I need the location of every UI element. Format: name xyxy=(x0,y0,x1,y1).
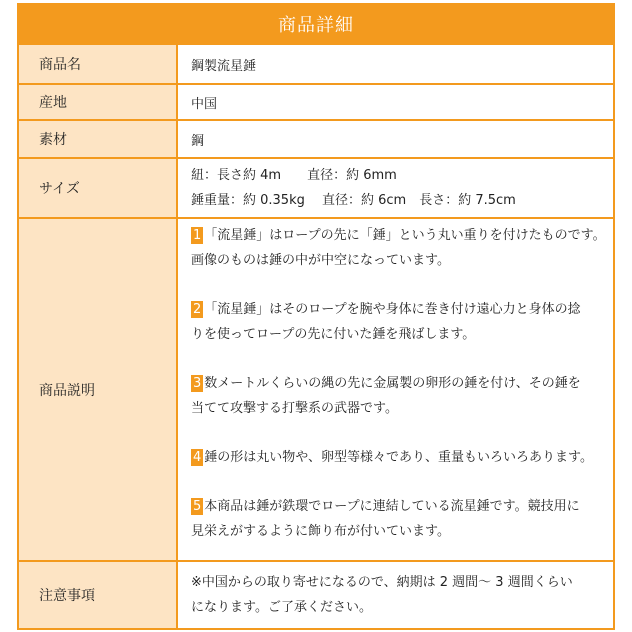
row-label: 素材 xyxy=(19,121,176,157)
description-item xyxy=(191,445,613,470)
description-content xyxy=(178,219,613,560)
description-item xyxy=(191,223,613,273)
description-text: 見栄えがするように飾り布が付いています。 xyxy=(191,524,450,539)
description-item xyxy=(191,494,613,544)
item-number-badge: 1 xyxy=(193,228,202,243)
product-details-table xyxy=(17,3,615,630)
description-text: 当てて攻撃する打撃系の武器です。 xyxy=(191,401,398,416)
row-value: 鋼 xyxy=(178,121,613,157)
description-text: 画像のものは錘の中が中空になっています。 xyxy=(191,253,450,268)
item-number-badge: 2 xyxy=(193,302,202,317)
row-description xyxy=(19,219,613,560)
row-label: 商品名 xyxy=(19,45,176,83)
description-text: 「流星錘」はそのロープを腕や身体に巻き付け遠心力と身体の捻 xyxy=(204,302,581,317)
row-product-name xyxy=(19,45,613,83)
description-text: 本商品は錘が鉄環でロープに連結している流星錘です。競技用に xyxy=(204,499,580,514)
size-line: 錘重量：約 0.35kg 直径：約 6cm 長さ：約 7.5cm xyxy=(191,193,516,208)
table-title: 商品詳細 xyxy=(278,15,354,36)
notes-text: になります。ご了承ください。 xyxy=(191,600,372,615)
item-number-badge: 4 xyxy=(193,450,202,465)
description-text: りを使ってロープの先に付いた錘を飛ばします。 xyxy=(191,327,476,342)
row-value: 鋼製流星錘 xyxy=(178,45,613,83)
row-material xyxy=(19,121,613,157)
notes-content xyxy=(178,562,613,628)
description-text: 「流星錘」はロープの先に「錘」という丸い重りを付けたものです。 xyxy=(204,228,606,243)
item-number-badge: 3 xyxy=(193,376,202,391)
row-size xyxy=(19,159,613,217)
item-number-badge: 5 xyxy=(193,499,202,514)
row-value: 中国 xyxy=(178,85,613,119)
description-item xyxy=(191,371,613,421)
row-label: 商品説明 xyxy=(19,219,176,560)
row-label: 注意事項 xyxy=(19,562,176,628)
row-label: サイズ xyxy=(19,159,176,217)
row-value xyxy=(178,159,613,217)
description-item xyxy=(191,297,613,347)
description-text: 錘の形は丸い物や、卵型等様々であり、重量もいろいろあります。 xyxy=(204,450,593,465)
row-notes xyxy=(19,562,613,628)
description-text: 数メートルくらいの縄の先に金属製の卵形の錘を付け、その錘を xyxy=(204,376,581,391)
row-label: 産地 xyxy=(19,85,176,119)
row-origin xyxy=(19,85,613,119)
size-line: 紐：長さ約 4m 直径：約 6mm xyxy=(191,168,397,183)
notes-text: ※中国からの取り寄せになるので、納期は 2 週間～ 3 週間くらい xyxy=(191,575,573,590)
